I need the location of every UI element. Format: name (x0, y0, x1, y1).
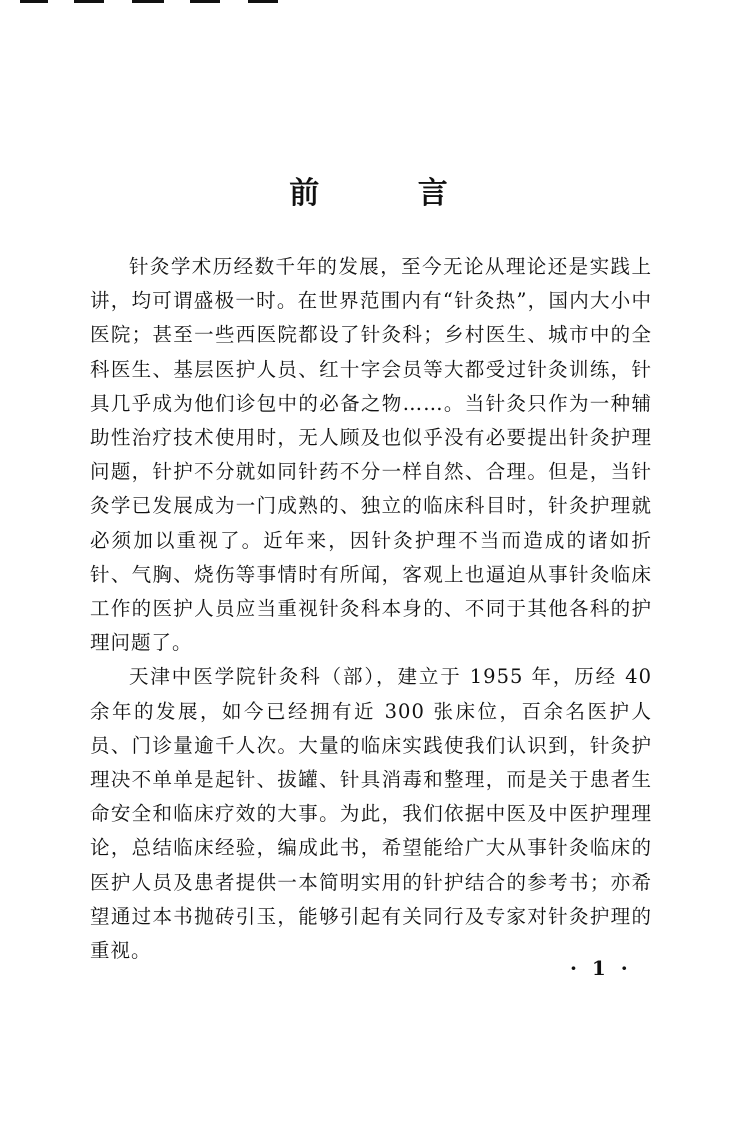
top-rule-2 (74, 0, 104, 3)
top-rule-1 (20, 0, 48, 3)
top-rule-4 (190, 0, 220, 3)
top-rule-5 (248, 0, 278, 3)
paragraph-1: 针灸学术历经数千年的发展，至今无论从理论还是实践上讲，均可谓盛极一时。在世界范围内有“针灸热”，国内大小中医院；甚至一些西医院都设了针灸科；乡村医生、城市中的全科医生、基层医护人员、红十字会员等大都受过针灸训练，针具几乎成为他们诊包中的必备之物……。当针灸只作为一种辅助性治疗技术使用时，无人顾及也似乎没有必要提出针灸护理问题，针护不分就如同针药不分一样自然、合理。但是，当针灸学已发展成为一门成熟的、独立的临床科目时，针灸护理就必须加以重视了。近年来，因针灸护理不当而造成的诸如折针、气胸、烧伤等事情时有所闻，客观上也逼迫从事针灸临床工作的医护人员应当重视针灸科本身的、不同于其他各科的护理问题了。 (90, 255, 652, 655)
page-title: 前 言 (289, 176, 492, 211)
page-number: · 1 · (570, 956, 632, 980)
preface-body (90, 250, 652, 968)
paragraph-2: 天津中医学院针灸科（部），建立于 1955 年，历经 40 余年的发展，如今已经拥有近 300 张床位，百余名医护人员、门诊量逾千人次。大量的临床实践使我们认识到，针灸护理决不单单是起针、拔罐、针具消毒和整理，而是关于患者生命安全和临床疗效的大事。为此，我们依据中医及中医护理理论，总结临床经验，编成此书，希望能给广大从事针灸临床的医护人员及患者提供一本简明实用的针护结合的参考书；亦希望通过本书抛砖引玉，能够引起有关同行及专家对针灸护理的重视。 (90, 665, 652, 963)
top-rule-3 (132, 0, 164, 3)
